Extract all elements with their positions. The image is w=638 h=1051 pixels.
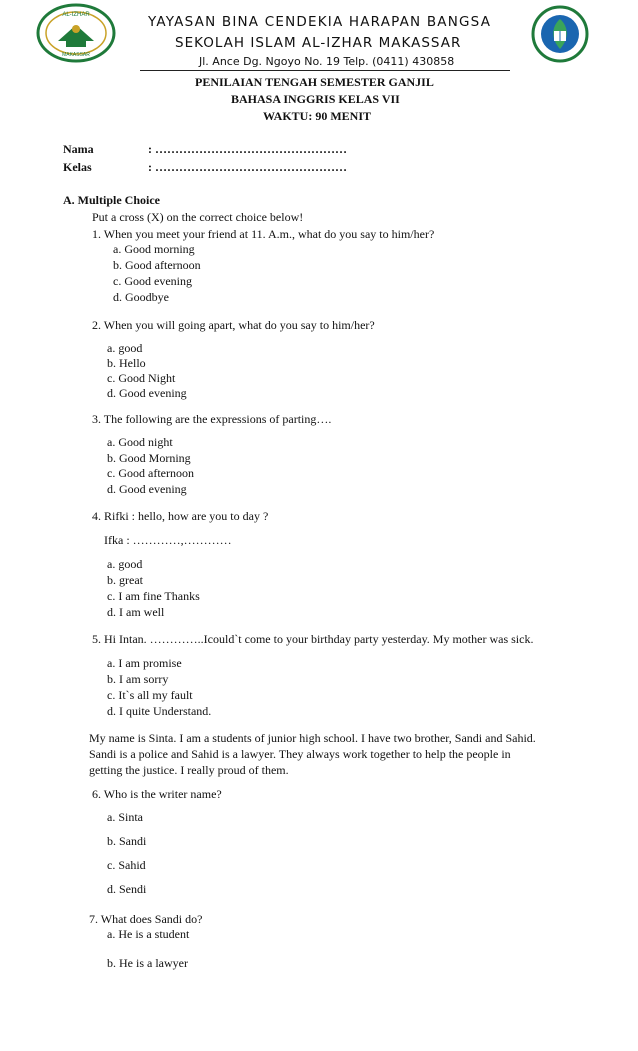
q3-option-b: b. Good Morning <box>107 451 191 465</box>
q3-option-a: a. Good night <box>107 435 173 449</box>
q5-option-a: a. I am promise <box>107 656 182 670</box>
q1-option-a: a. Good morning <box>113 242 195 256</box>
q7-option-b: b. He is a lawyer <box>107 956 188 970</box>
section-a-instruction: Put a cross (X) on the correct choice below! <box>92 210 304 224</box>
q7-text: 7. What does Sandi do? <box>89 912 203 926</box>
school-logo-left <box>36 3 116 63</box>
passage-line-2: Sandi is a police and Sahid is a lawyer. They always work together to help the people in <box>89 747 511 761</box>
q6-option-b: b. Sandi <box>107 834 147 848</box>
q6-option-d: d. Sendi <box>107 882 147 896</box>
q1-option-c: c. Good evening <box>113 274 192 288</box>
foundation-name: YAYASAN BINA CENDEKIA HARAPAN BANGSA <box>148 14 492 30</box>
class-blank: : ………………………………………… <box>148 160 347 174</box>
q2-option-d: d. Good evening <box>107 386 187 400</box>
q3-option-c: c. Good afternoon <box>107 466 194 480</box>
q2-option-b: b. Hello <box>107 356 146 370</box>
q3-text: 3. The following are the expressions of parting…. <box>92 412 332 426</box>
q4-reply: Ifka : …………,………… <box>104 533 232 547</box>
q6-text: 6. Who is the writer name? <box>92 787 222 801</box>
q4-option-c: c. I am fine Thanks <box>107 589 200 603</box>
foundation-logo-right <box>529 5 591 63</box>
svg-text:AL-IZHAR: AL-IZHAR <box>62 12 90 18</box>
q5-text: 5. Hi Intan. …………..Icould`t come to your birthday party yesterday. My mother was sick. <box>92 632 534 646</box>
q5-option-c: c. It`s all my fault <box>107 688 193 702</box>
passage-line-1: My name is Sinta. I am a students of junior high school. I have two brother, Sandi and Sahid. <box>89 731 536 745</box>
class-label: Kelas <box>63 160 92 174</box>
q5-option-d: d. I quite Understand. <box>107 704 212 718</box>
q2-text: 2. When you will going apart, what do you say to him/her? <box>92 318 375 332</box>
exam-subject: BAHASA INGGRIS KELAS VII <box>231 92 400 106</box>
school-address: Jl. Ance Dg. Ngoyo No. 19 Telp. (0411) 430858 <box>199 55 455 68</box>
q1-option-b: b. Good afternoon <box>113 258 201 272</box>
name-label: Nama <box>63 142 94 156</box>
q4-option-d: d. I am well <box>107 605 165 619</box>
q5-option-b: b. I am sorry <box>107 672 169 686</box>
q3-option-d: d. Good evening <box>107 482 187 496</box>
q4-text: 4. Rifki : hello, how are you to day ? <box>92 509 269 523</box>
exam-title: PENILAIAN TENGAH SEMESTER GANJIL <box>195 75 434 89</box>
q4-option-b: b. great <box>107 573 143 587</box>
q1-option-d: d. Goodbye <box>113 290 169 304</box>
section-a-title: A. Multiple Choice <box>63 193 160 207</box>
exam-time: WAKTU: 90 MENIT <box>263 109 372 123</box>
name-blank: : ………………………………………… <box>148 142 347 156</box>
passage-line-3: getting the justice. I really proud of them. <box>89 763 289 777</box>
q2-option-a: a. good <box>107 341 143 355</box>
q1-text: 1. When you meet your friend at 11. A.m., what do you say to him/her? <box>92 227 435 241</box>
q2-option-c: c. Good Night <box>107 371 176 385</box>
q7-option-a: a. He is a student <box>107 927 190 941</box>
q6-option-a: a. Sinta <box>107 810 143 824</box>
svg-text:MAKASSAR: MAKASSAR <box>62 52 90 58</box>
q6-option-c: c. Sahid <box>107 858 146 872</box>
header-divider <box>140 70 510 71</box>
q4-option-a: a. good <box>107 557 143 571</box>
school-name: SEKOLAH ISLAM AL-IZHAR MAKASSAR <box>175 35 462 51</box>
